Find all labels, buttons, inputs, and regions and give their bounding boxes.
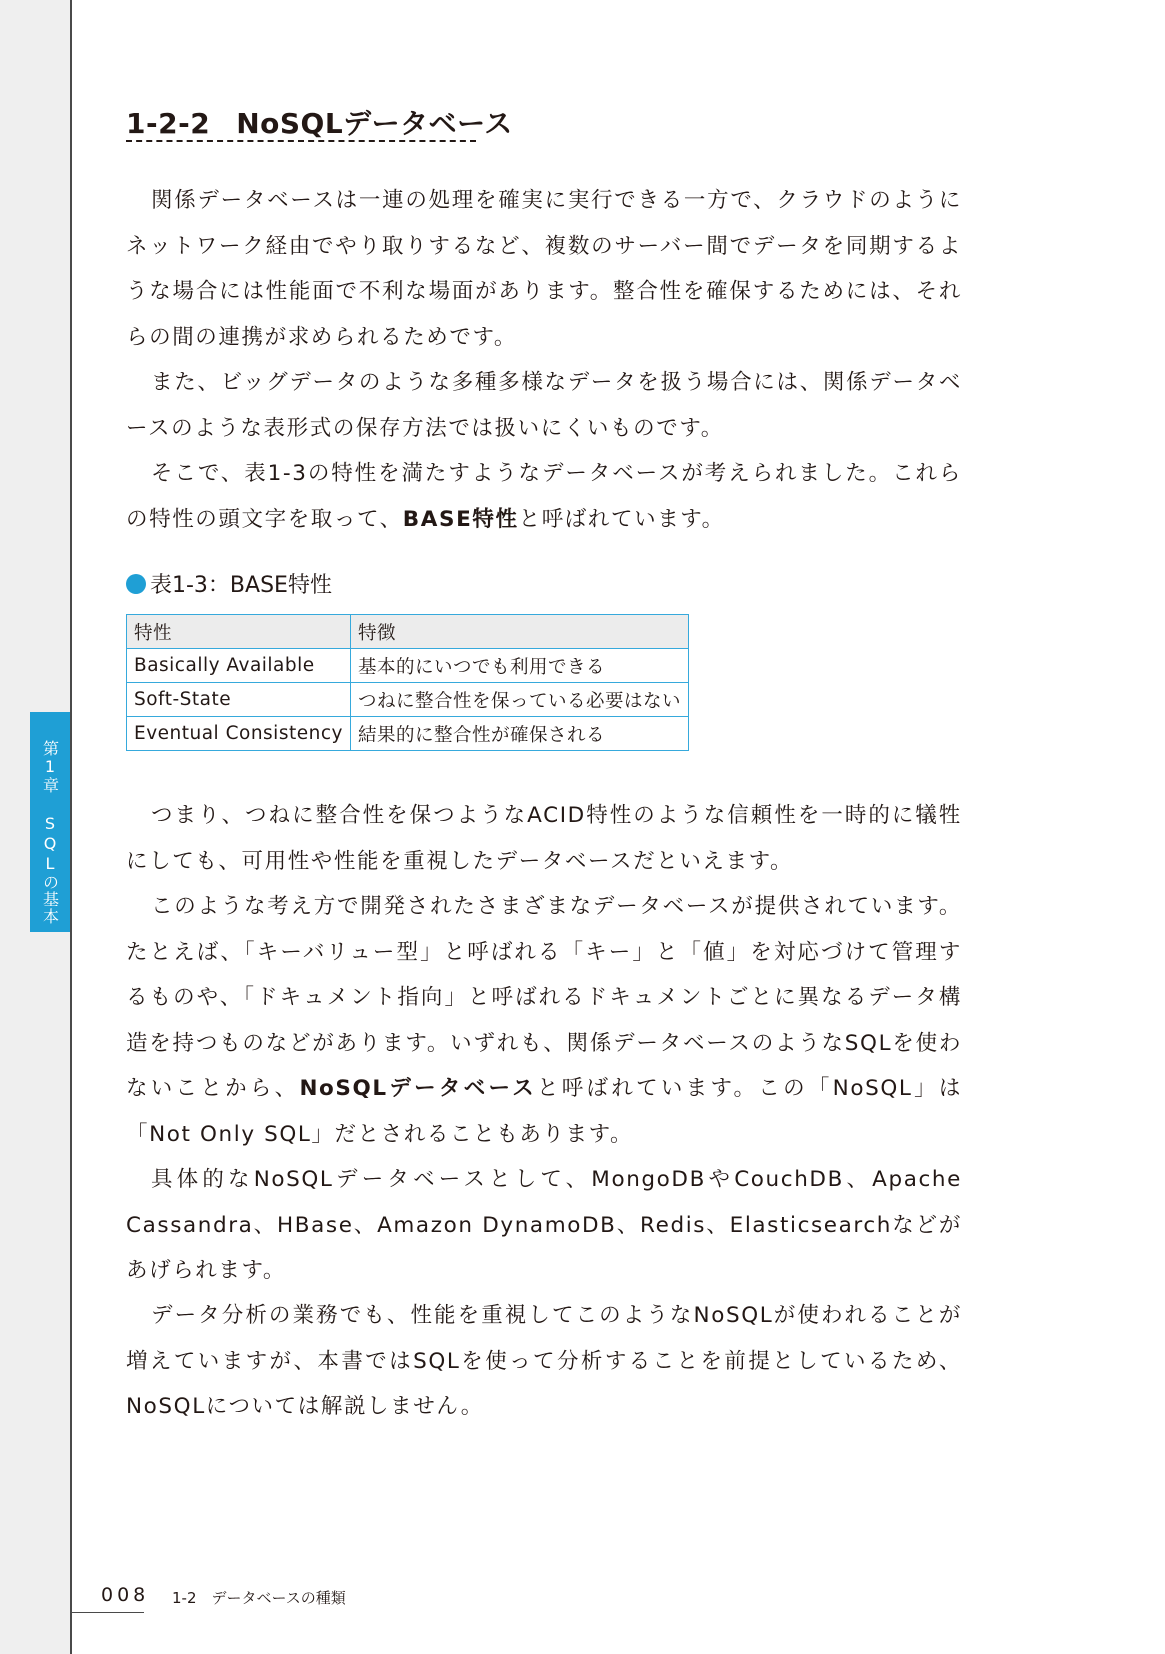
chapter-tab [30, 712, 70, 932]
paragraph-7: データ分析の業務でも、性能を重視してこのようなNoSQLが使われることが増えていますが、本書ではSQLを使って分析することを前提としているため、NoSQLについては解説しません。 [126, 1303, 962, 1419]
paragraph-5-text-b: と呼ばれています。この「NoSQL」は「Not Only SQL」だとされることもあります。 [126, 1076, 962, 1147]
table-header-cell: 特徴 [350, 615, 688, 649]
table-row [127, 717, 689, 751]
table-cell: Soft-State [127, 683, 351, 717]
section-title [126, 102, 513, 142]
base-term: BASE特性 [402, 506, 519, 532]
section-number: 1-2-2 [126, 107, 211, 140]
table-row [127, 683, 689, 717]
nosql-term: NoSQLデータベース [299, 1076, 537, 1101]
title-underline [126, 140, 476, 142]
paragraph-1: 関係データベースは一連の処理を確実に実行できる一方で、クラウドのようにネットワーク経由でやり取りするなど、複数のサーバー間でデータを同期するような場合には性能面で不利な場面があります。整合性を確保するためには、それらの間の連携が求められるためです。 [126, 188, 962, 350]
table-row [127, 649, 689, 683]
paragraph-5-text-a: このような考え方で開発されたさまざまなデータベースが提供されています。たとえば、「キーバリュー型」と呼ばれる「キー」と「値」を対応づけて管理するものや、「ドキュメント指向」と呼ばれるドキュメントごとに異なるデータ構造を持つものなどがあります。いずれも、関係データベースのようなSQLを使わないことから、 [126, 894, 962, 1101]
gutter-divider [70, 0, 72, 1654]
page-number: 008 [101, 1584, 150, 1606]
section-title-text: NoSQLデータベース [236, 107, 513, 140]
paragraph-3-text-a: そこで、表1-3の特性を満たすようなデータベースが考えられました。これらの特性の頭文字を取って、 [126, 461, 962, 532]
paragraph-5 [126, 884, 962, 1157]
table-cell: Eventual Consistency [127, 717, 351, 751]
paragraph-4: つまり、つねに整合性を保つようなACID特性のような信頼性を一時的に犠牲にしても、可用性や性能を重視したデータベースだといえます。 [126, 803, 962, 874]
table-header-cell: 特性 [127, 615, 351, 649]
table-cell: 基本的にいつでも利用できる [350, 649, 688, 683]
table-caption [126, 568, 332, 599]
base-table [126, 614, 689, 751]
table-cell: つねに整合性を保っている必要はない [350, 683, 688, 717]
footer-rule [70, 1612, 144, 1613]
footer-section-label: 1-2 データベースの種類 [172, 1589, 346, 1607]
table-header-row [127, 615, 689, 649]
table-cell: 結果的に整合性が確保される [350, 717, 688, 751]
table-caption-text: 表1-3：BASE特性 [150, 573, 332, 598]
paragraph-6: 具体的なNoSQLデータベースとして、MongoDBやCouchDB、Apache Cassandra、HBase、Amazon DynamoDB、Redis、Elasticsearchなどがあげられます。 [126, 1167, 962, 1283]
paragraph-2: また、ビッグデータのような多種多様なデータを扱う場合には、関係データベースのような表形式の保存方法では扱いにくいものです。 [126, 370, 962, 441]
bullet-dot-icon [126, 574, 146, 594]
paragraph-3 [126, 451, 962, 542]
table-cell: Basically Available [127, 649, 351, 683]
paragraph-3-text-b: と呼ばれています。 [518, 506, 725, 532]
chapter-label: 第1章 SQLの基本 [40, 740, 60, 925]
